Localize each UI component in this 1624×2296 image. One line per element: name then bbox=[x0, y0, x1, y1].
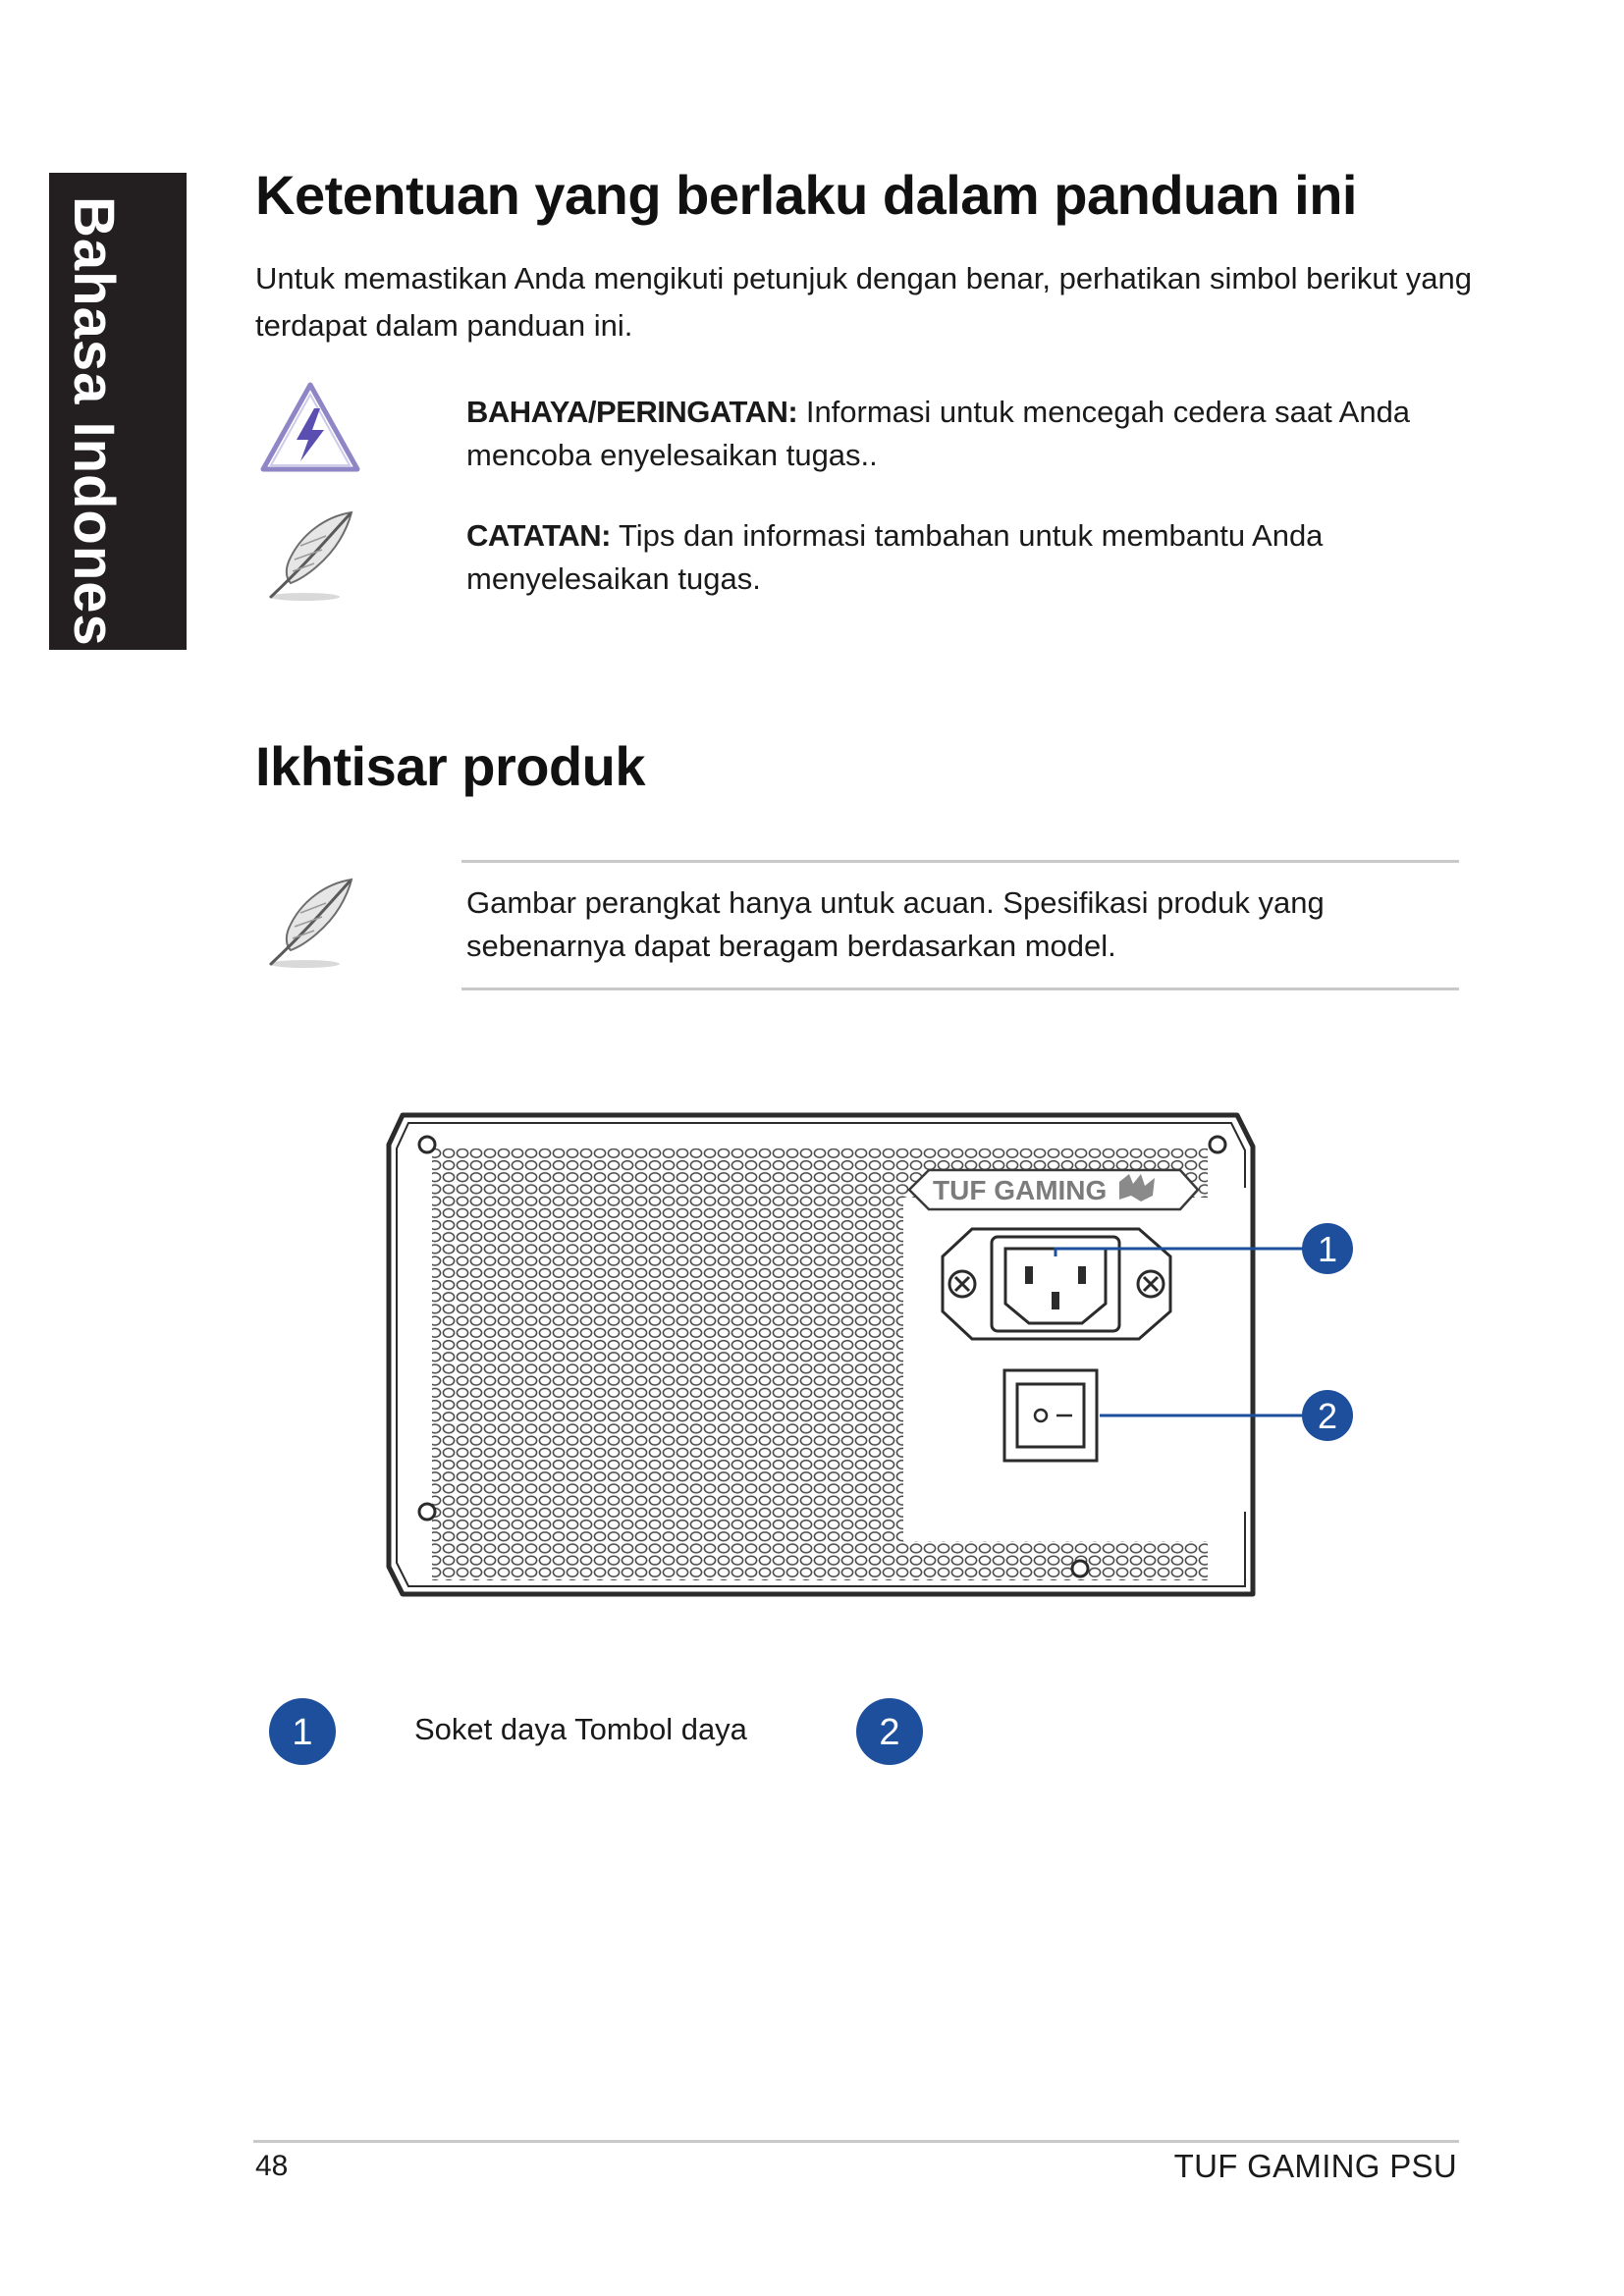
legend-text: Soket daya Tombol daya bbox=[414, 1712, 747, 1746]
note-text: Tips dan informasi tambahan untuk membantu Anda menyelesaikan tugas. bbox=[466, 518, 1324, 596]
psu-rear-diagram bbox=[373, 1099, 1355, 1615]
page-number: 48 bbox=[255, 2150, 289, 2182]
feather-note-icon bbox=[257, 507, 363, 610]
warning-icon bbox=[257, 379, 363, 482]
warning-note bbox=[466, 391, 1458, 477]
conventions-intro: Untuk memastikan Anda mengikuti petunjuk dengan benar, perhatikan simbol berikut yang terdapat dalam panduan ini. bbox=[255, 261, 1473, 343]
footer-divider bbox=[253, 2140, 1459, 2143]
language-tab-label: Bahasa Indonesia bbox=[62, 196, 126, 697]
note-label: CATATAN: bbox=[466, 518, 611, 553]
svg-text:2: 2 bbox=[879, 1712, 900, 1753]
warning-text: Informasi untuk mencegah cedera saat Anda mencoba enyelesaikan tugas.. bbox=[466, 395, 1411, 472]
disclaimer-text: Gambar perangkat hanya untuk acuan. Spesifikasi produk yang sebenarnya dapat beragam berdasarkan model. bbox=[466, 885, 1325, 963]
note-divider-top bbox=[461, 860, 1459, 863]
legend-badge-1 bbox=[267, 1696, 338, 1767]
legend-badge-2 bbox=[854, 1696, 925, 1767]
overview-heading: Ikhtisar produk bbox=[255, 735, 646, 797]
svg-text:1: 1 bbox=[292, 1712, 313, 1753]
svg-text:1: 1 bbox=[1317, 1229, 1338, 1269]
callout-badge-1 bbox=[1302, 1223, 1353, 1274]
tuf-gaming-logo: TUF GAMING bbox=[933, 1175, 1108, 1205]
conventions-heading: Ketentuan yang berlaku dalam panduan ini bbox=[255, 164, 1357, 226]
svg-text:2: 2 bbox=[1317, 1396, 1338, 1436]
callout-badge-2 bbox=[1302, 1390, 1353, 1441]
note-text-block bbox=[466, 514, 1458, 601]
warning-label: BAHAYA/PERINGATAN: bbox=[466, 395, 798, 429]
footer-product-name: TUF GAMING PSU bbox=[1173, 2148, 1457, 2184]
note-divider-bottom bbox=[461, 988, 1459, 990]
feather-note-icon bbox=[257, 874, 363, 977]
